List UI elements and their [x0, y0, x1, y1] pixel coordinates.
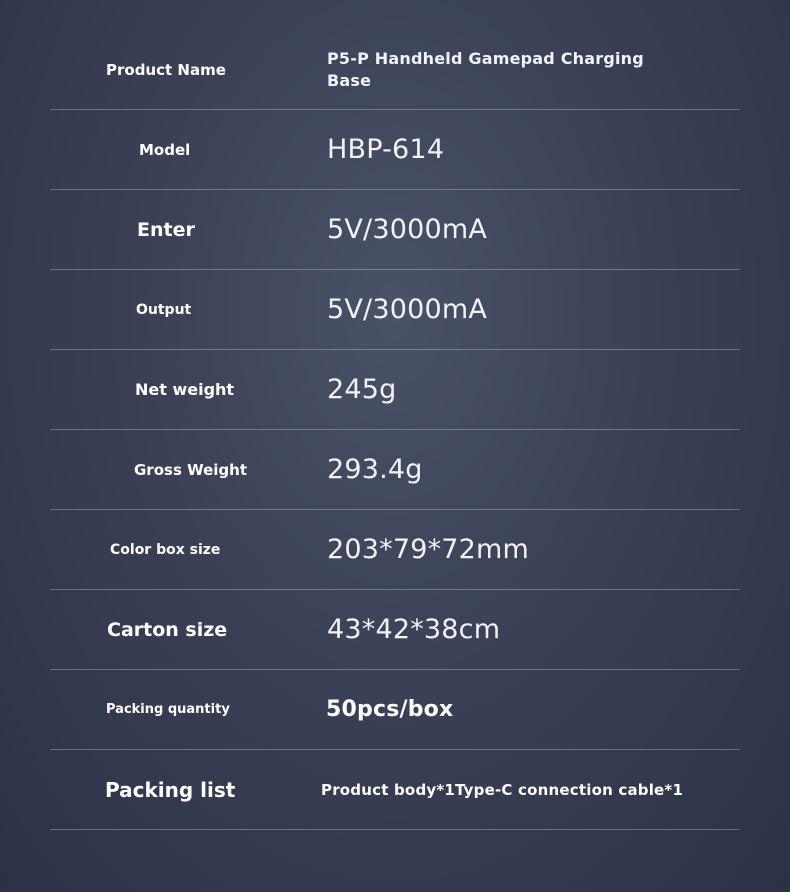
spec-value: 50pcs/box: [326, 697, 454, 722]
spec-row-output: [50, 270, 740, 350]
spec-value: 203*79*72mm: [327, 534, 530, 565]
spec-label: Carton size: [107, 618, 228, 641]
spec-value: P5-P Handheld Gamepad Charging Base: [327, 48, 644, 90]
spec-label: Net weight: [135, 380, 235, 399]
spec-table: [50, 30, 740, 830]
spec-row-gross-weight: [50, 430, 740, 510]
spec-row-model: [50, 110, 740, 190]
spec-label: Packing list: [105, 777, 236, 802]
spec-row-carton-size: [50, 590, 740, 670]
spec-value: 293.4g: [327, 454, 423, 485]
spec-row-packing-list: [50, 750, 740, 830]
spec-row-packing-quantity: [50, 670, 740, 750]
spec-label: Packing quantity: [106, 702, 230, 717]
spec-row-color-box-size: [50, 510, 740, 590]
spec-value: 5V/3000mA: [327, 214, 488, 245]
spec-value: 43*42*38cm: [327, 614, 501, 645]
spec-label: Gross Weight: [134, 460, 248, 479]
spec-row-net-weight: [50, 350, 740, 430]
spec-label: Product Name: [106, 60, 226, 79]
spec-label: Color box size: [110, 541, 221, 558]
spec-value: 245g: [327, 374, 397, 405]
spec-row-product-name: [50, 30, 740, 110]
spec-value: HBP-614: [327, 134, 445, 165]
spec-value: Product body*1Type-C connection cable*1: [321, 780, 684, 799]
spec-value: 5V/3000mA: [327, 294, 488, 325]
spec-label: Enter: [137, 218, 195, 241]
spec-row-enter: [50, 190, 740, 270]
spec-label: Output: [136, 301, 192, 318]
spec-label: Model: [139, 140, 191, 159]
